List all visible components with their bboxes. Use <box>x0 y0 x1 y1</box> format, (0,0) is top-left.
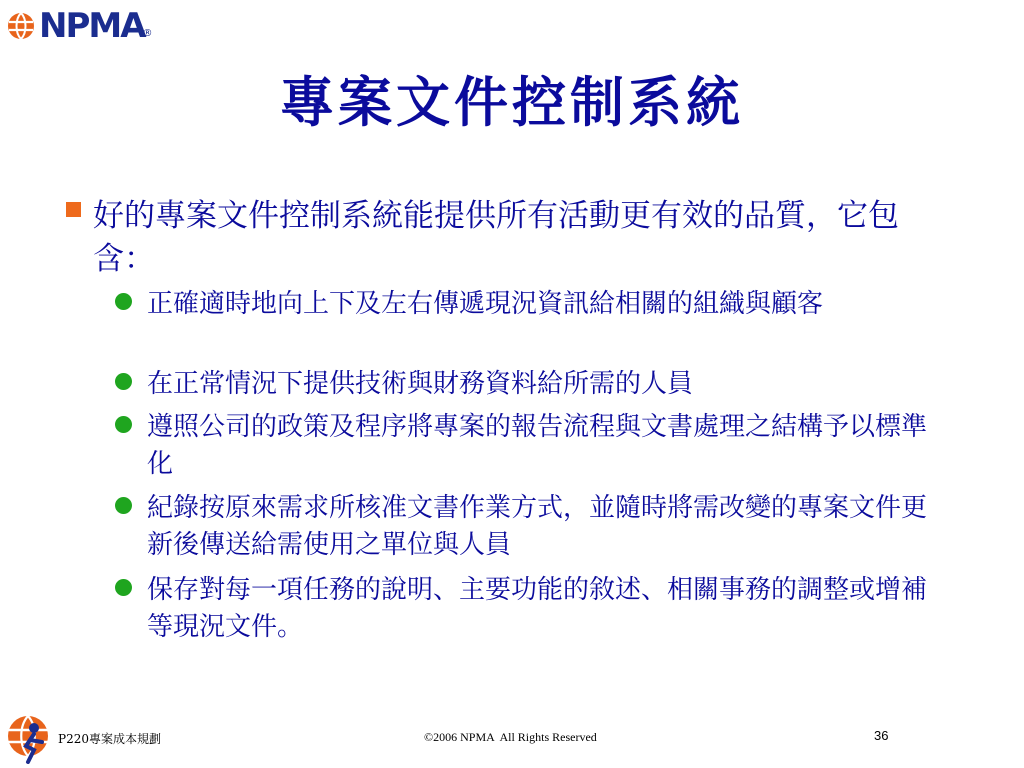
footer-logo <box>4 712 52 768</box>
square-bullet-icon <box>66 202 81 217</box>
sub-bullet-text: 遵照公司的政策及程序將專案的報告流程與文書處理之結構予以標準化 <box>147 412 928 479</box>
slide-title: 專案文件控制系統 <box>280 70 744 134</box>
sub-bullet <box>115 490 935 564</box>
sub-bullet-text: 正確適時地向上下及左右傳遞現況資訊給相關的組織與顧客 <box>147 289 824 319</box>
footer-course-label: P220專案成本規劃 <box>58 732 161 746</box>
round-bullet-icon <box>115 416 132 433</box>
round-bullet-icon <box>115 293 132 310</box>
page-number: 36 <box>874 728 889 743</box>
logo-wordmark: NPMA <box>39 6 145 46</box>
sub-bullet <box>115 572 935 646</box>
footer-copyright: ©2006 NPMA All Rights Reserved <box>424 730 597 744</box>
globe-person-icon <box>4 712 52 764</box>
registered-mark: ® <box>142 28 153 39</box>
sub-bullet <box>115 286 935 323</box>
round-bullet-icon <box>115 373 132 390</box>
globe-icon <box>6 11 36 41</box>
npma-logo <box>6 6 153 46</box>
sub-bullet-text: 保存對每一項任務的說明、主要功能的敘述、相關事務的調整或增補等現況文件。 <box>147 575 928 642</box>
sub-bullet <box>115 366 935 403</box>
sub-bullet-text: 在正常情況下提供技術與財務資料給所需的人員 <box>147 369 694 399</box>
round-bullet-icon <box>115 579 132 596</box>
sub-bullet-text: 紀錄按原來需求所核准文書作業方式，並隨時將需改變的專案文件更新後傳送給需使用之單位與人員 <box>147 493 928 560</box>
round-bullet-icon <box>115 497 132 514</box>
main-bullet-text: 好的專案文件控制系統能提供所有活動更有效的品質，它包含： <box>93 198 899 277</box>
sub-bullet <box>115 409 935 483</box>
main-bullet <box>66 195 933 281</box>
